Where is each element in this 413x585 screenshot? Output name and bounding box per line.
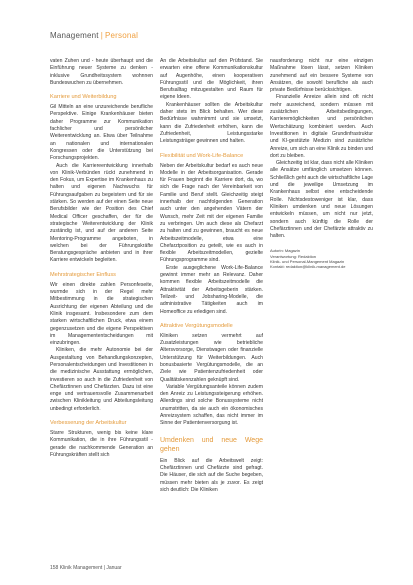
paragraph: Krankenhäuser sollten die Arbeitskultur daher stets im Blick behalten. Wer diese Bedürfnisse wahrnimmt und sie umsetzt, kann die Zufriedenheit erhöhen, kann die Zufriedenheit, Leistungsstarke Leistungsträger gewinnen und halten.	[160, 101, 263, 145]
paragraph: Finanzielle Anreize allein sind oft nicht mehr ausreichend, sondern müssen mit zusätzlichen Arbeitsbedingungen, Karrieremöglichkeiten und persönlichen Wertschätzung kombiniert werden. Auch Investitionen in digitale Grundinfrastruktur und KI-gestützte Medizin sind zusätzliche Anreize, um sich an eine Klinik zu binden und dort zu bleiben.	[270, 94, 373, 159]
author-byline	[270, 248, 373, 269]
paragraph: Gil Mitteln an eine unzureichende berufliche Perspektive. Einige Krankenhäuser bieten daher Programme zur Kommunikation fachlicher und persönlicher Weiterentwicklung an. Etwa über Teilnahme an nationalen und internationalen Kongressen oder die Unterstützung bei Forschungsprojekten.	[50, 104, 153, 162]
paragraph: Auch die Karriereentwicklung innerhalb von Klinik-Verbünden rückt zunehmend in den Fokus, um Expertise im Krankenhaus zu halten und eigenen Nachwuchs für Führungsaufgaben zu begeistern und für sie stärken. So werden auf der einen Seite neue Berufsbilder wie der Position des Chief Medical Officer geschaffen, der für die strategische Weiterentwicklung der Klinik zuständig ist, und auf der anderen Seite Mentoring-Programme angeboten, in welchen bei der Führungskräfte Beratungsgespräche anbieten und in ihrer Karriere entwickeln begleiten.	[50, 162, 153, 264]
byline-role: Verantwortung: Redaktion	[270, 253, 317, 259]
text-column-1	[50, 58, 153, 563]
section-title: Management	[50, 31, 99, 40]
section-subtitle: Personal	[104, 31, 139, 40]
section-heading: Mehrstrategischer Einfluss	[50, 271, 116, 278]
paragraph: Ein Blick auf die Arbeitswelt zeigt: Chefärztinnen und Chefärzte sind gefragt. Die Häuser, die sich auf die Suche begeben, müssen mehr bieten als je zuvor. Es zeigt sich deutlich: Die Kliniken	[160, 457, 263, 493]
paragraph: Variable Vergütungsanteile können zudem den Anreiz zu Leistungssteigerung erhöhen. Allerdings sind solche Bonussysteme nicht unumstritten, da sie auch ein ökonomisches Anreizsystem schaffen, das nicht immer im Sinne der Patientenversorgung ist.	[160, 383, 263, 427]
text-column-2	[160, 58, 263, 563]
text-column-3	[270, 58, 373, 563]
paragraph: Neben der Arbeitskultur bedarf es auch neue Modelle in der Arbeitsorganisation. Gerade für Frauen beginnt die Karriere dort, da, wo sich die Frage nach der Vereinbarkeit von Familie und Beruf stellt. Gleichzeitig steigt innerhalb der nachfolgenden Generation auch unter den angehenden Vätern der Wunsch, mehr Zeit mit der eigenen Familie zu verbringen. Um auch diese als Chefarzt zu halten und zu gewinnen, braucht es neue Arbeitszeitmodelle, etwa eine Chefarztposition zu geteilt, wie es auch in flexible Arbeitszeitmodellen, gezielte Führungsprogramme sind.	[160, 162, 263, 264]
paragraph: An die Arbeitskultur auf den Prüfstand. Sie erwarten eine offene Kommunikationskultur auf Augenhöhe, einen kooperativen Führungsstil und die Möglichkeit, ihren Berufsalltag mitzugestalten und Raum für eigene Ideen.	[160, 58, 263, 101]
paragraph: Starre Strukturen, wenig bis keine klare Kommunikation, die in ihre Führungsstil - gerade die nachkommende Generation an Führungskräften stellt sich	[50, 430, 153, 458]
issue-label: Klinik Management | Januar	[59, 565, 122, 571]
paragraph: vaten Zuhen und - heute überhaupt und die Einführung neuer Systeme zu denken - inklusive Grundheitssystem wohnnen Bundeswuchen zu übernehmen.	[50, 58, 153, 86]
byline-publication: Klinik- und Personal-Mangement Magazin	[270, 258, 345, 264]
paragraph: Wir einen direkte zahlen Personfeseite, wurmde sich in der Regel mehr Mitbestimmung in die strategischen Ausrichtung der eigenen Abteilung und die Klinik insgesamt. Insbesondere zum dem starken wirtschaftlichen Druck, etwa einem gegenzusetzen und die eigene Perspektiven im Managemententscheidungen mit einzubringen.	[50, 281, 153, 347]
section-heading-large: Umdenken und neue Wege gehen	[160, 436, 263, 453]
byline-contact: Kontakt: redaktion@klinik-management.de	[270, 264, 346, 270]
byline-author: Autorin: Magazin	[270, 248, 301, 254]
page-footer	[50, 565, 122, 571]
paragraph: nausforderung nicht nur eine einzigen Maßnahme lösen lässt, setzen Kliniken zunehmend auf ein bessere Systeme von Ansätzen, die sowohl berufliche als auch private Bedürfnisse berücksichtigen.	[270, 58, 373, 94]
page-number: 158	[50, 565, 59, 571]
paragraph: Gleichzeitig ist klar, dass nicht alle Kliniken alle Ansätze umfänglich umsetzen können. Schließlich geht auch die wirtschaftliche Lage und die jeweilige Umsetzung im Krankenhaus selbst eine entscheidende Rolle. Nichtsdestoweniger ist klar, dass Kliniken umdenken und neue Lösungen entwickeln müssen, um nicht nur jetzt, sondern auch künftig die Rolle der Chefärztinnen und der Chefärzte attraktiv zu halten.	[270, 160, 373, 240]
section-heading: Flexibilität und Work-Life-Balance	[160, 152, 244, 159]
section-heading: Karriere und Weiterbildung	[50, 94, 117, 101]
paragraph: Kliniken, die mehr Autonomie bei der Ausgestaltung von Behandlungskonzepten, Personalentscheidungen und Investitionen in die medizinische Ausstattung ermöglichen, investieren so auch in die Zufriedenheit von Chefärztinnen und Chefärzten. Dazu ist eine enge und vertrauensvolle Zusammenarbeit zwischen Klinikleitung und Abteilungsleitung unbedingt erforderlich.	[50, 347, 153, 412]
header-separator: |	[100, 31, 103, 40]
section-heading: Verbesserung der Arbeitskultur	[50, 420, 127, 427]
page-header	[50, 31, 138, 40]
paragraph: Erste ausgeglichene Work-Life-Balance gewinnt immer mehr an Relevanz. Daher kommen flexible Arbeitszeitmodelle die Attraktivität der Arbeitsgeberin stärken. Teilzeit- und Jobsharing-Modelle, die administrative Tätigkeiten auch im Homeoffice zu erledigen sind.	[160, 264, 263, 315]
section-heading: Attraktive Vergütungsmodelle	[160, 322, 233, 329]
paragraph: Kliniken setzen vermehrt auf Zusatzleistungen wie betriebliche Altersvorsorge, Dienstwagen oder finanzielle Unterstützung für Weiterbildungen. Auch bonusbasierte Vergütungsmodelle, die an Ziele wie Patientenzufriedenheit oder Qualitätskennzahlen geknüpft sind.	[160, 332, 263, 383]
